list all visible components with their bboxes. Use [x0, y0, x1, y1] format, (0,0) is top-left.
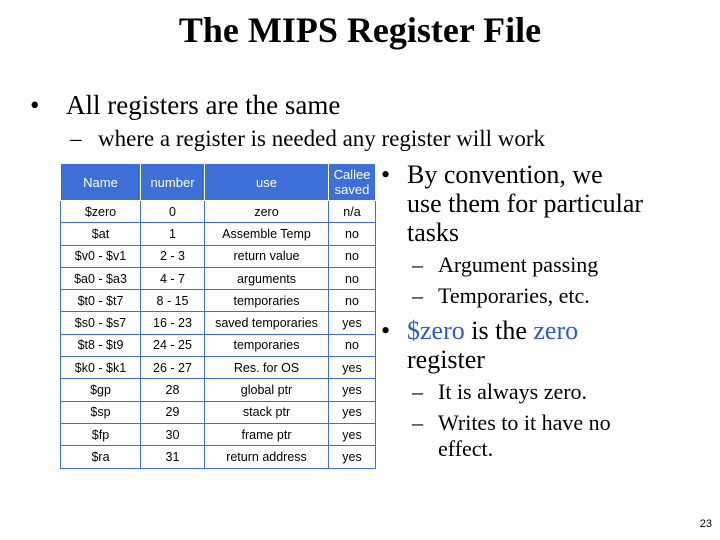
sub-bullet-text: where a register is needed any register will work	[98, 126, 546, 151]
table-row	[61, 401, 376, 423]
cell-use: zero	[205, 201, 329, 223]
cell-name: $ra	[61, 446, 141, 468]
header-name: Name	[61, 164, 141, 201]
cell-callee-saved: no	[329, 334, 376, 356]
cell-name: $a0 - $a3	[61, 267, 141, 289]
zero-register-name: $zero	[407, 316, 465, 345]
cell-number: 16 - 23	[141, 312, 205, 334]
cell-callee-saved: n/a	[329, 201, 376, 223]
bullet-all-registers-same	[30, 88, 340, 122]
cell-name: $at	[61, 223, 141, 245]
cell-name: $v0 - $v1	[61, 245, 141, 267]
cell-use: arguments	[205, 267, 329, 289]
cell-use: Assemble Temp	[205, 223, 329, 245]
cell-use: temporaries	[205, 290, 329, 312]
table-row	[61, 379, 376, 401]
cell-use: saved temporaries	[205, 312, 329, 334]
table-row	[61, 245, 376, 267]
page-number: 23	[699, 518, 712, 530]
header-use: use	[205, 164, 329, 201]
cell-number: 1	[141, 223, 205, 245]
sub-bullet-dash: –	[70, 126, 82, 151]
slide-title: The MIPS Register File	[178, 10, 542, 50]
cell-number: 0	[141, 201, 205, 223]
cell-callee-saved: no	[329, 245, 376, 267]
sub-bullet-temporaries	[412, 283, 590, 309]
table-row	[61, 334, 376, 356]
cell-callee-saved: yes	[329, 423, 376, 445]
header-number: number	[141, 164, 205, 201]
cell-name: $t8 - $t9	[61, 334, 141, 356]
sub-bullet-text: Argument passing	[438, 252, 599, 277]
sub-bullet-dash: –	[412, 379, 423, 404]
table-body	[61, 201, 376, 469]
cell-number: 28	[141, 379, 205, 401]
sub-bullet-dash: –	[412, 410, 423, 435]
table-row	[61, 201, 376, 223]
bullet-dot: •	[381, 160, 391, 189]
cell-use: frame ptr	[205, 423, 329, 445]
cell-number: 30	[141, 423, 205, 445]
cell-name: $fp	[61, 423, 141, 445]
cell-callee-saved: yes	[329, 401, 376, 423]
sub-bullet-dash: –	[412, 283, 423, 308]
table-header-row	[61, 164, 376, 201]
bullet-text-line: By convention, we	[407, 160, 603, 189]
cell-use: temporaries	[205, 334, 329, 356]
bullet-text-line	[407, 316, 578, 345]
bullet-text-line: use them for particular	[407, 189, 644, 218]
bullet-text-line: tasks	[407, 218, 459, 247]
header-callee-saved: Callee saved	[329, 164, 376, 201]
sub-bullet-text: It is always zero.	[438, 379, 588, 404]
cell-use: global ptr	[205, 379, 329, 401]
cell-name: $zero	[61, 201, 141, 223]
table-row	[61, 267, 376, 289]
cell-number: 2 - 3	[141, 245, 205, 267]
cell-use: return value	[205, 245, 329, 267]
cell-name: $k0 - $k1	[61, 357, 141, 379]
bullet-dot: •	[30, 90, 40, 120]
bullet-text: All registers are the same	[66, 90, 341, 120]
table-row	[61, 290, 376, 312]
bullet-zero-register	[381, 316, 579, 374]
sub-bullet-writes-no-effect	[412, 410, 611, 462]
bullet-text-line: register	[407, 345, 485, 374]
cell-callee-saved: yes	[329, 312, 376, 334]
cell-callee-saved: yes	[329, 379, 376, 401]
table-row	[61, 223, 376, 245]
cell-name: $gp	[61, 379, 141, 401]
cell-callee-saved: no	[329, 290, 376, 312]
cell-use: stack ptr	[205, 401, 329, 423]
cell-callee-saved: no	[329, 267, 376, 289]
cell-callee-saved: no	[329, 223, 376, 245]
sub-bullet-argument-passing	[412, 252, 599, 278]
cell-number: 24 - 25	[141, 334, 205, 356]
cell-name: $s0 - $s7	[61, 312, 141, 334]
sub-bullet-text-line: Writes to it have no	[438, 410, 611, 435]
table-row	[61, 423, 376, 445]
table-row	[61, 312, 376, 334]
table-row	[61, 446, 376, 468]
sub-bullet-text-line: effect.	[438, 436, 494, 461]
cell-use: return address	[205, 446, 329, 468]
cell-callee-saved: yes	[329, 357, 376, 379]
zero-word: zero	[533, 316, 579, 345]
sub-bullet-always-zero	[412, 379, 588, 405]
bullet-by-convention	[381, 160, 644, 247]
bullet-dot: •	[381, 316, 391, 345]
cell-number: 31	[141, 446, 205, 468]
cell-use: Res. for OS	[205, 357, 329, 379]
cell-number: 26 - 27	[141, 357, 205, 379]
cell-number: 29	[141, 401, 205, 423]
cell-number: 8 - 15	[141, 290, 205, 312]
table-row	[61, 357, 376, 379]
cell-callee-saved: yes	[329, 446, 376, 468]
bullet-text-mid: is the	[464, 316, 534, 345]
sub-bullet-any-register	[70, 124, 545, 154]
cell-name: $t0 - $t7	[61, 290, 141, 312]
cell-name: $sp	[61, 401, 141, 423]
sub-bullet-text: Temporaries, etc.	[438, 283, 590, 308]
register-table	[60, 163, 376, 469]
sub-bullet-dash: –	[412, 252, 423, 277]
cell-number: 4 - 7	[141, 267, 205, 289]
